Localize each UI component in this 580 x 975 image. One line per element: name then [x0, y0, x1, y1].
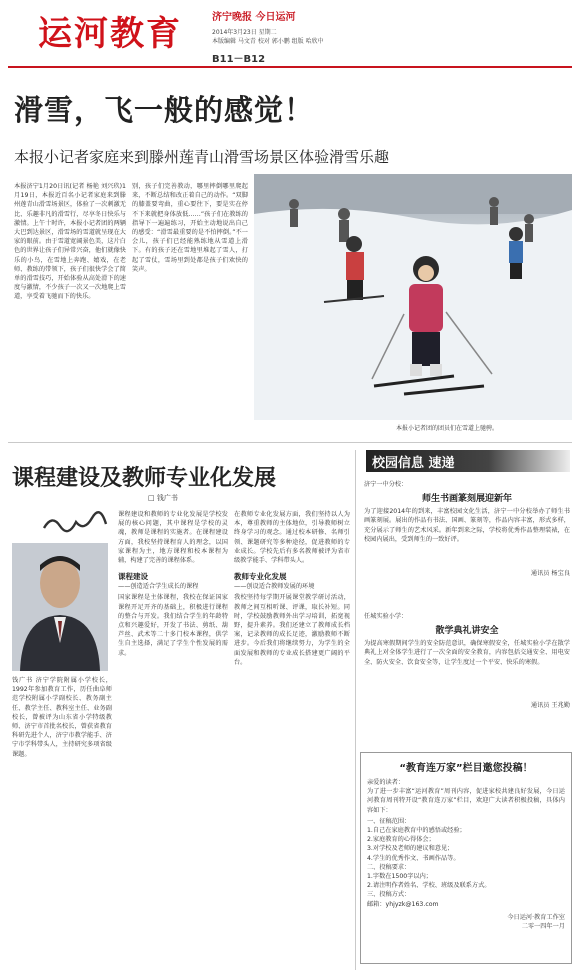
col-b-body: 我校坚持每学期开展课堂教学研讨活动，教师之间互相听课、评课，取长补短。同时，学校鼓励教师外出学习培训，拓宽视野，提升素养。我们还建立了教师成长档案，记录教师的成长足迹，激励教师不断进步。今后我们将继续努力，为学生的全面发展和教师的专业成长搭建更广阔的平台。	[234, 594, 350, 666]
photo-caption: 本报小记者团的团员们在雪道上驰骋。	[396, 425, 499, 432]
news-item-2-credit: 通讯员 王兆勤	[530, 702, 570, 710]
submission-notice-box	[360, 752, 572, 964]
signature-image	[40, 510, 110, 536]
masthead-rule	[8, 66, 572, 68]
col-b-intro: 在教师专业化发展方面，我们坚持以人为本，尊重教师的主体地位，引导教师树立终身学习的观念。通过校本研修、名师引领、课题研究等多种途径，促进教师的专业成长。学校先后有多名教师被评为省市级教学能手、学科带头人。	[234, 511, 350, 565]
issue-date: 2014年3月23日 星期二	[212, 29, 277, 36]
subsection-title-teachers: 教师专业化发展	[234, 572, 287, 582]
author-portrait	[12, 543, 108, 671]
notice-item: 4.学生的优秀作文、书画作品等。	[367, 854, 460, 862]
subsection-title-curriculum: 课程建设	[118, 572, 148, 582]
notice-item: 一、征稿范围：	[367, 817, 411, 825]
news-item-2-title: 散学典礼讲安全	[435, 626, 499, 637]
brand-label: 济宁晚报 今日运河	[212, 12, 296, 23]
portrait-illustration	[12, 543, 108, 671]
issue-meta	[212, 28, 412, 46]
notice-body: 为了进一步丰富“运河教育”周刊内容，促进家校共建良好发展，今日运河教育周刊特开设“教育连万家”栏目，欢迎广大读者积极投稿，具体内容如下：	[367, 788, 565, 814]
sidebar-banner-title: 校园信息 速递	[372, 456, 455, 471]
notice-item: 二、投稿要求：	[367, 863, 411, 871]
notice-item: 三、投稿方式：	[367, 891, 411, 899]
feature-subhead: 本报小记者家庭来到滕州莲青山滑雪场景区体验滑雪乐趣	[14, 148, 390, 166]
section2-col-b	[234, 510, 350, 968]
notice-footer-org: 今日运河·教育工作室	[507, 913, 565, 921]
news-item-2-body: 为提高寒假期间学生的安全防范意识，确保寒假安全，任城实验小学在散学典礼上对全体学生进行了一次全面的安全教育，内容包括交通安全、用电安全、防火安全、饮食安全等，让学生度过一个平安、快乐的寒假。	[364, 640, 570, 666]
section-divider	[8, 442, 572, 443]
notice-item: 1.字数在1500字以内；	[367, 873, 432, 881]
subsection-note-teachers: ——创设适合教师发展的环境	[234, 583, 315, 591]
signature-graphic	[40, 510, 110, 536]
news-item-2	[364, 612, 570, 710]
ski-scene-illustration	[254, 174, 572, 420]
notice-items	[367, 817, 565, 909]
masthead-title: 运河教育	[38, 14, 182, 54]
news-item-1	[364, 480, 570, 578]
sidebar-divider	[355, 450, 356, 970]
section2-col-a	[118, 510, 228, 968]
news-item-1-body: 为了迎接2014年的到来，丰富校园文化生活，济宁一中分校举办了师生书画篆刻展。展出的作品有书法、国画、篆刻等，作品内容丰富，形式多样，充分展示了师生的艺术风采。新年到来之际，学校将优秀作品整理装裱，在校园内展出，受到师生的一致好评。	[364, 508, 570, 543]
news-item-1-credit: 通讯员 杨宝良	[530, 570, 570, 578]
author-profile: 钱广书 济宁学院附属小学校长，1992年参加教育工作，历任曲阜师范学校附属小学副校长、教务副主任、教学主任、教科室主任、业务副校长，曾被评为山东省小学特级教师、济宁市首批名校长，曾获省教育科研先进个人，济宁市教学能手、济宁市学科带头人，主持研究多项省级课题。	[12, 677, 112, 758]
section2-byline: □ 钱广书	[148, 494, 178, 502]
col-a-body: 国家课程是主体课程，我校在保证国家课程开足开齐的基础上，积极进行课程的整合与开发。我们结合学生的年龄特点和兴趣爱好，开发了书法、剪纸、葫芦丝、武术等二十多门校本课程，供学生自主选择，满足了学生个性发展的需求。	[118, 594, 228, 657]
news-item-1-title: 师生书画篆刻展迎新年	[421, 494, 512, 505]
notice-item: 2.家庭教育的心得体会；	[367, 836, 435, 844]
subsection-note-curriculum: ——创造适合学生成长的课程	[118, 583, 199, 591]
notice-item: 3.对学校及老师的建议和意见；	[367, 845, 454, 853]
col-a-intro: 课程建设和教师的专业化发展是学校发展的核心问题，其中课程是学校的灵魂，教师是课程的实施者。在课程建设方面，我校坚持课程育人的理念，以国家课程为主，地方课程和校本课程为辅，构建了完善的课程体系。	[118, 511, 228, 565]
notice-email[interactable]: 邮箱：yhjyzk@163.com	[367, 900, 439, 908]
notice-item: 2.请注明作者姓名、学校、班级及联系方式。	[367, 882, 491, 890]
feature-headline: 滑雪，飞一般的感觉！	[14, 93, 315, 127]
news-item-1-source: 济宁一中分校：	[364, 481, 408, 488]
news-item-2-source: 任城实验小学：	[364, 613, 408, 620]
notice-item: 1.自己在家庭教育中的感悟或经验；	[367, 827, 466, 835]
section2-title: 课程建设及教师专业化发展	[12, 465, 277, 491]
notice-title: “教育连万家”栏目邀您投稿！	[399, 763, 533, 774]
skiing-photo	[254, 174, 572, 420]
feature-body-col2: 别，孩子们完善教动，哪里摔倒哪里爬起来，不断总结和改正着自己的动作。“双脚的膝盖要弯曲，重心要往下，要是实在停不下来就把身体放低……”孩子们在教练的指导下一遍遍练习，开始主动地说出自己的感受：“滑雪最重要的是不怕摔倒。”不一会儿，孩子们已经能熟练地从雪道上滑下。有的孩子还在雪地里堆起了雪人，打起了雪仗，雪场里到处都是孩子们欢快的笑声。	[132, 183, 248, 273]
editor-credits: 本版编辑 马文青 校对 郭小鹏 组版 哈欣中	[212, 38, 324, 45]
page-range: B11－B12	[212, 54, 266, 65]
notice-greeting: 亲爱的读者：	[367, 779, 405, 786]
feature-body-col1: 本报济宁1月20日讯(记者 杨艳 刘兴玖)1月19日，本报近百名小记者家庭来到滕州莲青山滑雪场景区，体验了一次刺激无比、乐趣非凡的滑雪行，尽享冬日快乐与激情。上午十时许，本报小记者团的两辆大巴到达景区，滑雪场的雪道就呈现在大家的眼前。由于雪道宽阔景色美，这片白色的世界让孩子们异常兴奋，他们就像快乐的小鸟，在雪地上奔跑、嬉戏，在老师、教练的带领下，孩子们很快学会了简单的滑雪技巧，开始体验从高处滑下的速度与激情，不少孩子一次又一次地爬上雪道，享受着飞驰而下的快乐。	[14, 183, 126, 301]
notice-footer-date: 二零一四年一月	[521, 923, 565, 931]
